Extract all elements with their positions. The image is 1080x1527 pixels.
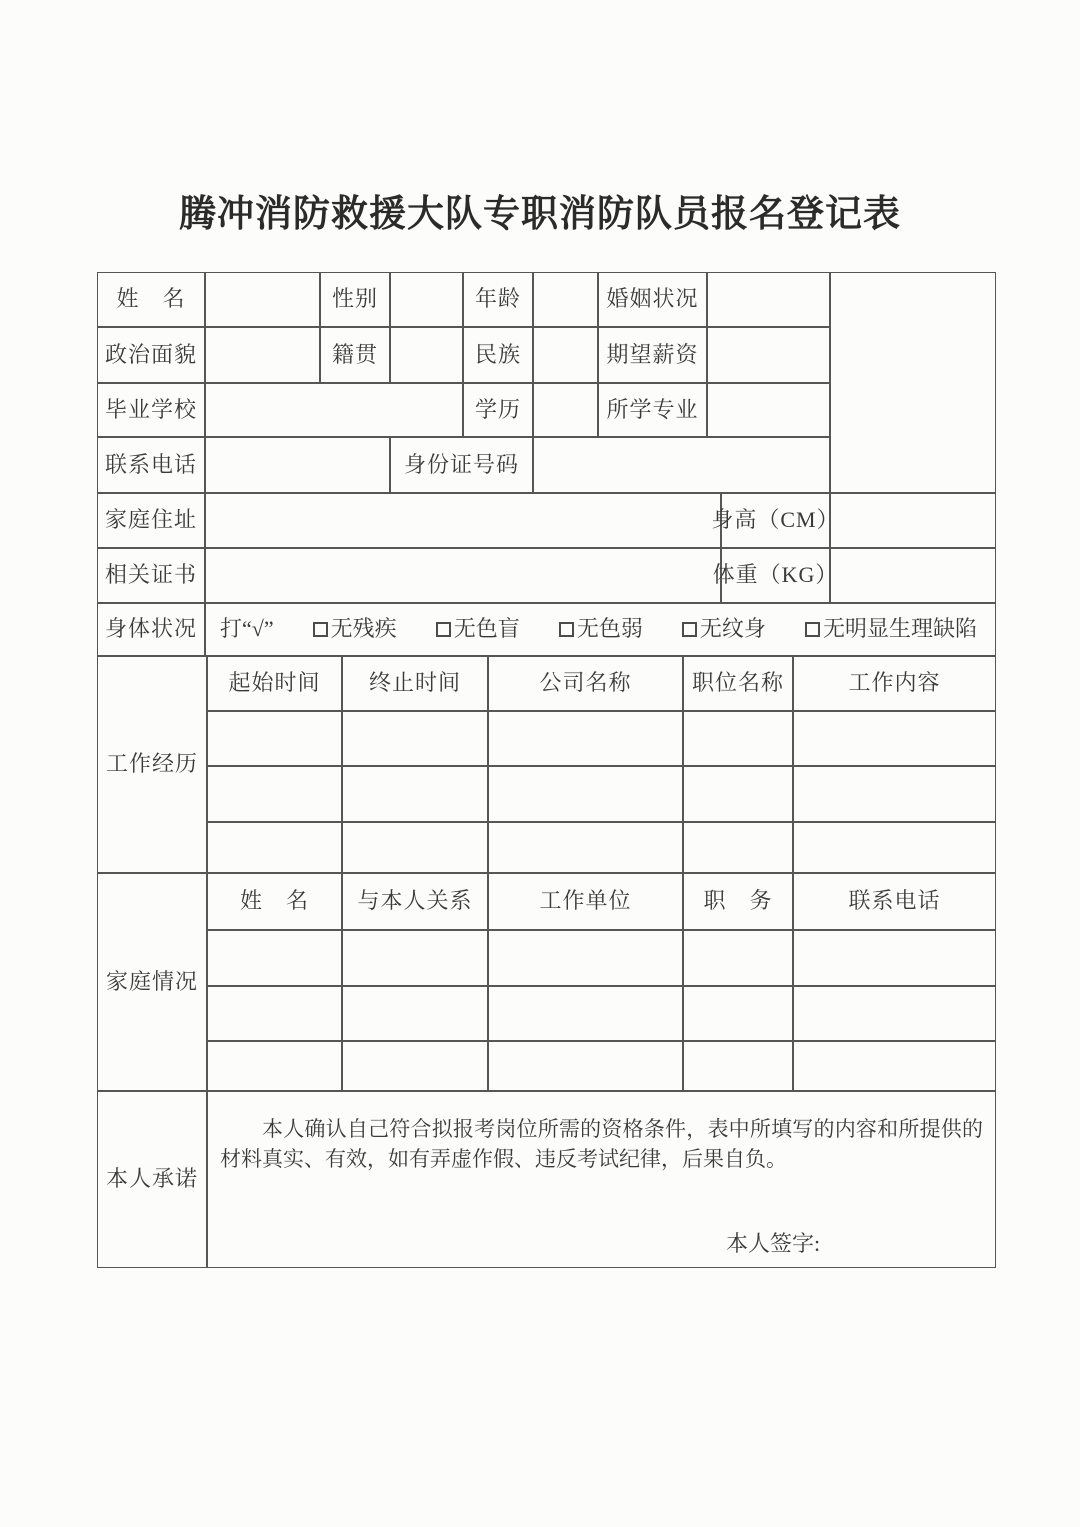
work-row2-end-cell [342,766,488,822]
gender-value-cell [390,272,463,327]
checkbox-icon [559,622,574,637]
work-row2-company-cell [488,766,683,822]
native-place-value-cell [390,327,463,383]
home-address-label: 家庭住址 [97,493,205,548]
expected-salary-label: 期望薪资 [598,327,707,383]
work-row3-position-cell [683,822,793,873]
family-phone-header: 联系电话 [793,873,996,930]
political-status-value-cell [205,327,320,383]
work-row1-duties-cell [793,711,996,766]
marital-status-value-cell [707,272,830,327]
work-position-header: 职位名称 [683,656,793,711]
gender-label: 性别 [320,272,390,327]
family-row3-name-cell [207,1041,342,1091]
work-row3-company-cell [488,822,683,873]
political-status-label: 政治面貌 [97,327,205,383]
work-start-date-header: 起始时间 [207,656,342,711]
weight-value-cell [830,548,996,603]
family-row1-relation-cell [342,930,488,986]
native-place-label: 籍贯 [320,327,390,383]
work-row3-start-cell [207,822,342,873]
work-row3-duties-cell [793,822,996,873]
graduate-school-label: 毕业学校 [97,383,205,437]
commitment-content-cell [207,1091,996,1268]
family-row1-phone-cell [793,930,996,986]
work-row3-end-cell [342,822,488,873]
option-no-physical-defect [805,616,977,642]
work-duties-header: 工作内容 [793,656,996,711]
certificates-label: 相关证书 [97,548,205,603]
commitment-text: 本人确认自己符合拟报考岗位所需的资格条件，表中所填写的内容和所提供的材料真实、有效，如有弄虚作假、违反考试纪律，后果自负。 [220,1117,983,1171]
family-row3-relation-cell [342,1041,488,1091]
physical-condition-label: 身体状况 [97,603,205,656]
registration-table [97,272,996,1268]
height-value-cell [830,493,996,548]
education-label: 学历 [463,383,533,437]
height-label: 身高（CM） [721,493,830,548]
family-row2-phone-cell [793,986,996,1041]
family-section-label: 家庭情况 [97,873,207,1091]
work-company-header: 公司名称 [488,656,683,711]
option-label: 无明显生理缺陷 [822,616,977,642]
phone-label: 联系电话 [97,437,205,493]
tick-instruction: 打“√” [220,616,274,642]
physical-condition-options-cell [205,603,996,656]
family-row1-position-cell [683,930,793,986]
name-value-cell [205,272,320,327]
major-value-cell [707,383,830,437]
family-row1-employer-cell [488,930,683,986]
family-row2-name-cell [207,986,342,1041]
home-address-value-cell [205,493,721,548]
signature-label: 本人签字: [726,1230,821,1256]
family-row2-position-cell [683,986,793,1041]
photo-cell [830,272,996,493]
form-title: 腾冲消防救援大队专职消防队员报名登记表 [179,193,901,234]
age-label: 年龄 [463,272,533,327]
family-row2-employer-cell [488,986,683,1041]
family-row1-name-cell [207,930,342,986]
family-row2-relation-cell [342,986,488,1041]
commitment-section-label: 本人承诺 [97,1091,207,1268]
family-row3-employer-cell [488,1041,683,1091]
id-number-label: 身份证号码 [390,437,533,493]
work-experience-section-label: 工作经历 [97,656,207,873]
age-value-cell [533,272,598,327]
option-label: 无残疾 [330,616,397,642]
family-row3-phone-cell [793,1041,996,1091]
work-row2-duties-cell [793,766,996,822]
id-number-value-cell [533,437,830,493]
family-relation-header: 与本人关系 [342,873,488,930]
ethnicity-label: 民族 [463,327,533,383]
family-name-header: 姓 名 [207,873,342,930]
work-end-date-header: 终止时间 [342,656,488,711]
major-label: 所学专业 [598,383,707,437]
checkbox-icon [682,622,697,637]
work-row2-position-cell [683,766,793,822]
certificates-value-cell [205,548,721,603]
work-row2-start-cell [207,766,342,822]
option-label: 无色弱 [576,616,643,642]
work-row1-position-cell [683,711,793,766]
family-employer-header: 工作单位 [488,873,683,930]
option-no-color-weakness [559,616,643,642]
expected-salary-value-cell [707,327,830,383]
option-no-tattoo [682,616,766,642]
option-no-color-blindness [436,616,520,642]
work-row1-start-cell [207,711,342,766]
ethnicity-value-cell [533,327,598,383]
phone-value-cell [205,437,390,493]
family-position-header: 职 务 [683,873,793,930]
option-label: 无纹身 [699,616,766,642]
family-row3-position-cell [683,1041,793,1091]
marital-status-label: 婚姻状况 [598,272,707,327]
work-row1-company-cell [488,711,683,766]
name-label: 姓 名 [97,272,205,327]
checkbox-icon [436,622,451,637]
checkbox-icon [805,622,820,637]
education-value-cell [533,383,598,437]
work-row1-end-cell [342,711,488,766]
option-label: 无色盲 [453,616,520,642]
weight-label: 体重（KG） [721,548,830,603]
checkbox-icon [313,622,328,637]
option-no-disability [313,616,397,642]
graduate-school-value-cell [205,383,463,437]
